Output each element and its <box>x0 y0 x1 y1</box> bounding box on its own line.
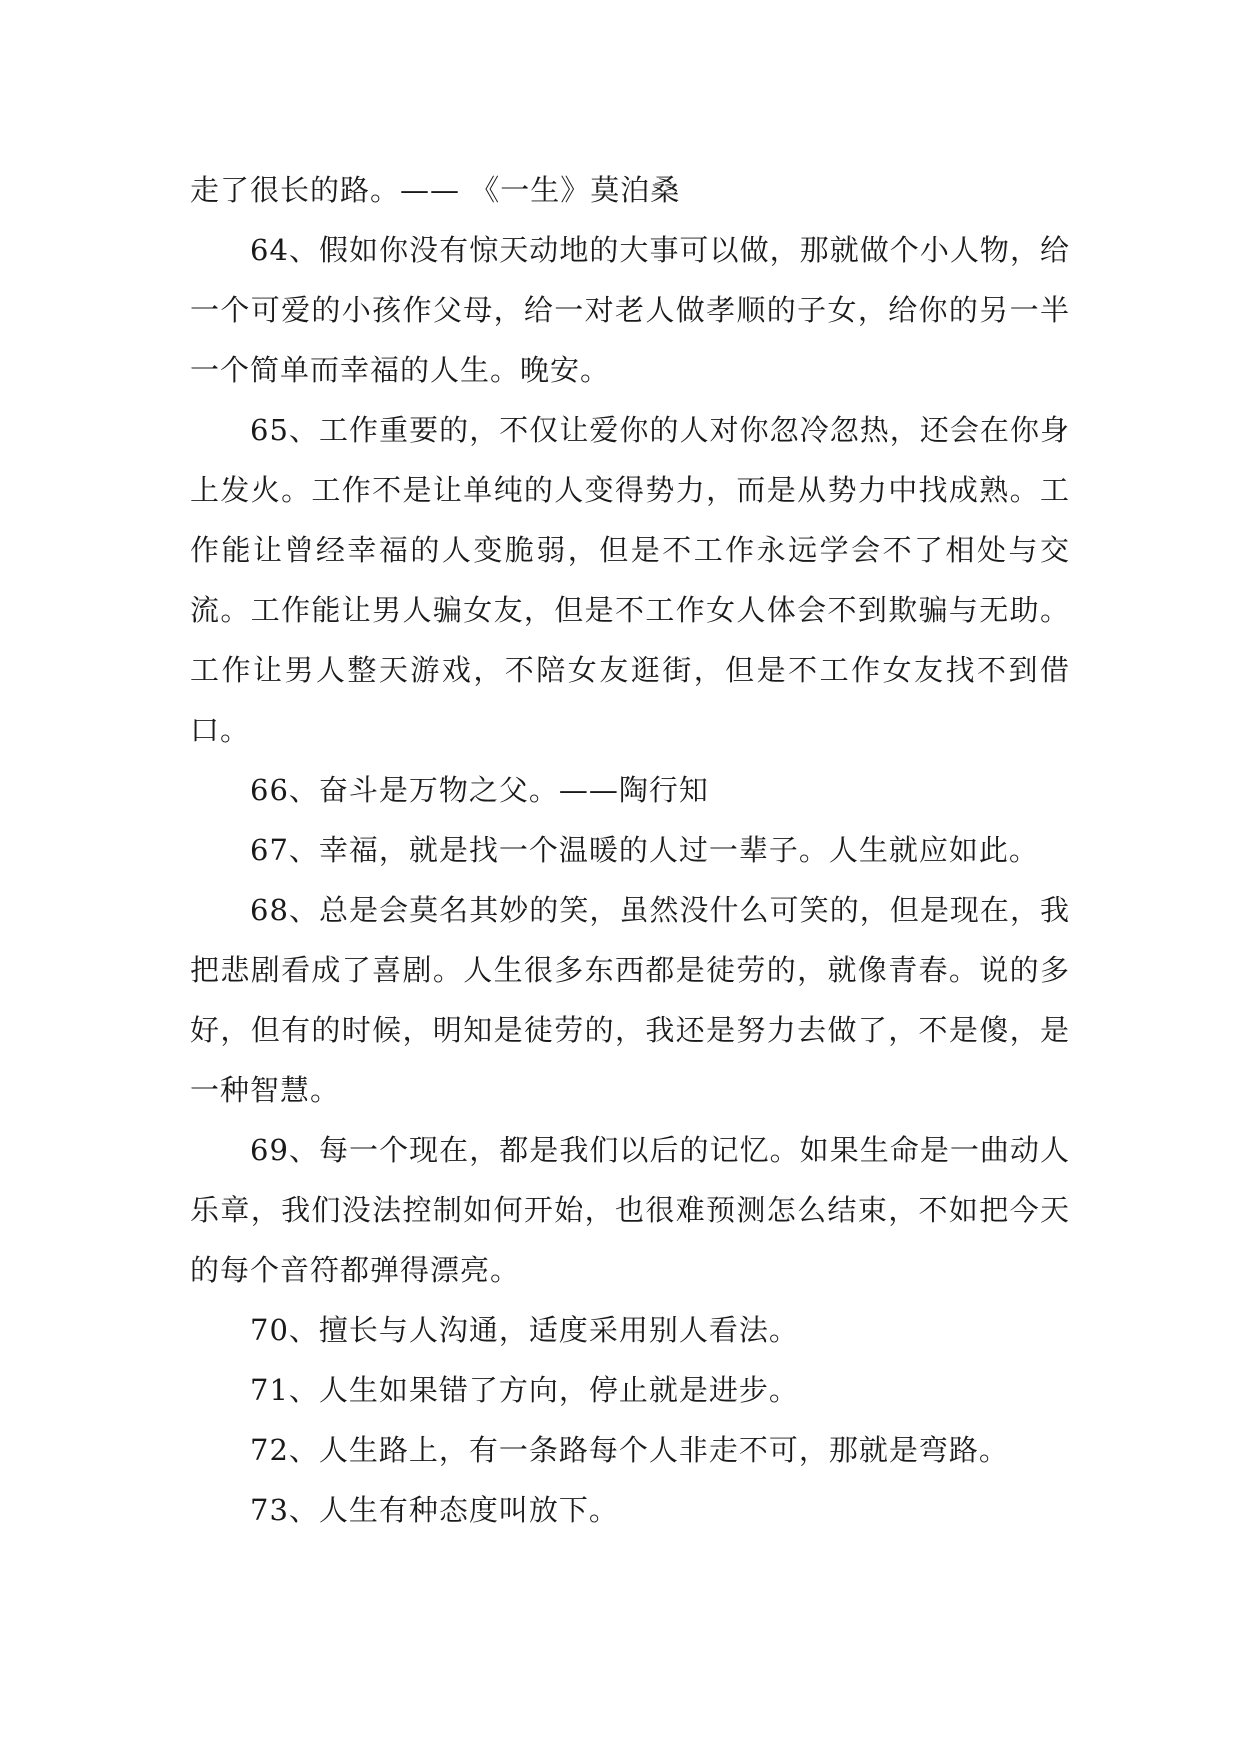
paragraph-70: 70、擅长与人沟通，适度采用别人看法。 <box>250 1313 799 1347</box>
paragraph-66: 66、奋斗是万物之父。——陶行知 <box>250 773 709 807</box>
paragraph-72: 72、人生路上，有一条路每个人非走不可，那就是弯路。 <box>250 1433 1009 1467</box>
paragraph-continuation: 走了很长的路。—— 《一生》莫泊桑 <box>190 173 681 207</box>
paragraph-64: 64、假如你没有惊天动地的大事可以做，那就做个小人物，给一个可爱的小孩作父母，给一对老人做孝顺的子女，给你的另一半一个简单而幸福的人生。晚安。 <box>190 233 1070 387</box>
document-body <box>190 160 1070 1540</box>
paragraph-69: 69、每一个现在，都是我们以后的记忆。如果生命是一曲动人乐章，我们没法控制如何开始，也很难预测怎么结束，不如把今天的每个音符都弹得漂亮。 <box>190 1133 1070 1287</box>
paragraph-73: 73、人生有种态度叫放下。 <box>250 1493 619 1527</box>
paragraph-68: 68、总是会莫名其妙的笑，虽然没什么可笑的，但是现在，我把悲剧看成了喜剧。人生很多东西都是徒劳的，就像青春。说的多好，但有的时候，明知是徒劳的，我还是努力去做了，不是傻，是一种智慧。 <box>190 893 1070 1107</box>
paragraph-65: 65、工作重要的，不仅让爱你的人对你忽冷忽热，还会在你身上发火。工作不是让单纯的人变得势力，而是从势力中找成熟。工作能让曾经幸福的人变脆弱，但是不工作永远学会不了相处与交流。工作能让男人骗女友，但是不工作女人体会不到欺骗与无助。工作让男人整天游戏，不陪女友逛街，但是不工作女友找不到借口。 <box>190 413 1070 747</box>
paragraph-67: 67、幸福，就是找一个温暖的人过一辈子。人生就应如此。 <box>250 833 1039 867</box>
paragraph-71: 71、人生如果错了方向，停止就是进步。 <box>250 1373 799 1407</box>
